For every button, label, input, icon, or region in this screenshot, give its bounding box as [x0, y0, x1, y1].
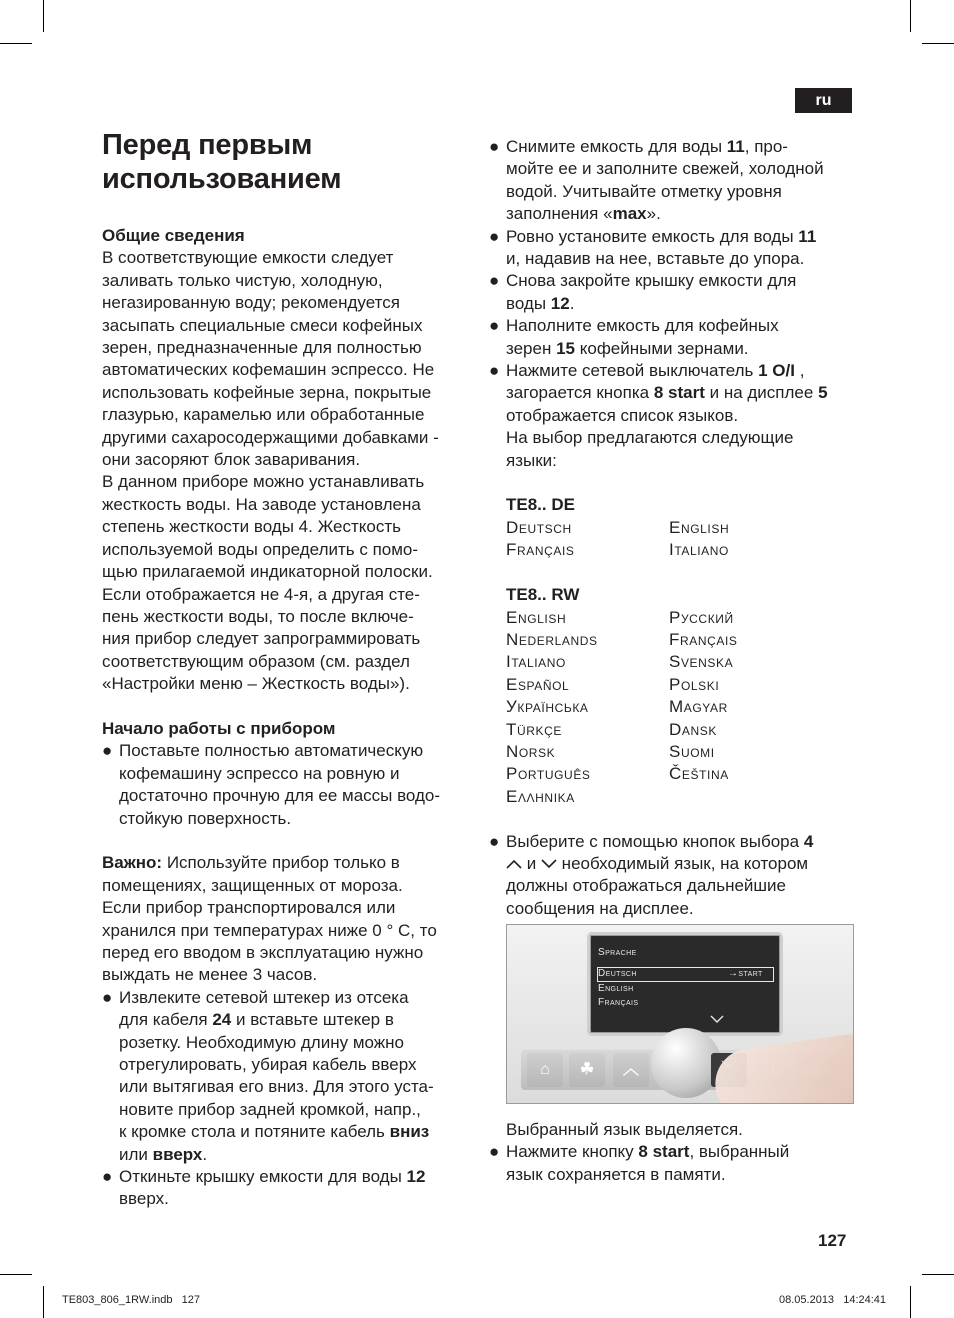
display-start-hint: →start [728, 968, 763, 979]
bullet-line: загорается кнопка 8 start и на дисплее 5 [506, 383, 828, 403]
bullet-line: Извлеките сетевой штекер из отсека [119, 987, 409, 1007]
crop-mark [910, 1286, 911, 1318]
language-item: Ελληνικα [506, 786, 575, 806]
general-line: «Настройки меню – Жесткость воды»). [102, 674, 410, 694]
bullet-line: достаточно прочную для ее массы водо- [119, 786, 441, 806]
general-line: используемой воды определить с помо- [102, 539, 419, 559]
bullet-line: новите прибор задней кромкой, напр., [119, 1099, 421, 1119]
language-item: Italiano [669, 540, 729, 560]
important-line: помещениях, защищенных от мороза. [102, 875, 403, 895]
general-line: негазированную воду; рекомендуется [102, 293, 400, 313]
home-icon[interactable]: ⌂ [527, 1053, 563, 1087]
general-line: засыпать специальные смеси кофейных [102, 315, 423, 335]
general-line: степень жесткости воды 4. Жесткость [102, 517, 402, 537]
language-item: Magyar [669, 697, 728, 717]
language-item: Français [506, 540, 575, 560]
language-list-rw [506, 607, 859, 809]
list-item [489, 315, 859, 360]
general-line: глазурью, карамелью или обработанные [102, 405, 425, 425]
list-item [102, 987, 472, 1166]
bullet-line: отрегулировать, убирая кабель вверх [119, 1055, 417, 1074]
important-text: Используйте прибор только в [162, 853, 400, 873]
bullet-line: отображается список языков. [506, 405, 739, 425]
general-line: они засоряют блок заваривания. [102, 450, 361, 470]
important-line: хранился при температурах ниже 0 ° С, то [102, 920, 437, 940]
bullet-icon: ● [102, 987, 113, 1007]
bullet-line: к кромке стола и потяните кабель вниз [119, 1122, 430, 1142]
bullet-line: Откиньте крышку емкости для воды 12 [119, 1167, 426, 1187]
bullet-icon: ● [489, 137, 500, 156]
language-item: Nederlands [506, 629, 598, 649]
general-heading: Общие сведения [102, 226, 245, 245]
aroma-icon[interactable]: ☘ [569, 1053, 605, 1087]
bullet-line: На выбор предлагаются следующие [506, 428, 794, 448]
bullet-icon: ● [489, 361, 500, 381]
list-item [489, 136, 859, 226]
bullet-line: зерен 15 кофейными зернами. [506, 338, 749, 358]
general-line: ния прибор следует запрограммировать [102, 629, 421, 649]
bullet-icon: ● [102, 741, 113, 761]
general-line: В данном приборе можно устанавливать [102, 472, 425, 492]
general-line: В соответствующие емкости следует [102, 248, 394, 268]
important-line: выждать не менее 3 часов. [102, 965, 318, 985]
bullet-line: заполнения «max». [506, 204, 661, 224]
general-line: использовать кофейные зерна, покрытые [102, 382, 432, 402]
bullet-line: и необходимый язык, на котором [506, 853, 859, 875]
language-item: Čeština [669, 764, 729, 784]
bullet-icon: ● [102, 1167, 113, 1187]
bullet-line: язык сохраняется в памяти. [506, 1164, 726, 1184]
language-item: English [506, 607, 567, 627]
general-line: автоматических кофемашин эспрессо. Не [102, 360, 435, 380]
bullet-line: кофемашину эспрессо на ровную и [119, 763, 400, 783]
bullet-line: вверх. [119, 1189, 169, 1209]
bullet-line: мойте ее и заполните свежей, холодной [506, 159, 824, 179]
language-item: Svenska [669, 652, 734, 672]
chevron-up-button[interactable]: ︿ [613, 1053, 649, 1087]
language-item: English [669, 517, 730, 537]
general-line: заливать только чистую, холодную, [102, 270, 383, 290]
language-item: Русский [669, 607, 734, 627]
general-line: Если отображается не 4-я, а другая сте- [102, 584, 420, 604]
language-item: Português [506, 764, 591, 784]
general-line: жесткость воды. На заводе установлена [102, 494, 421, 514]
bullet-line: сообщения на дисплее. [506, 898, 694, 918]
list-item [102, 1166, 472, 1211]
bullet-line: водой. Учитывайте отметку уровня [506, 181, 782, 201]
display-item: Français [598, 997, 639, 1008]
language-item: Français [669, 629, 738, 649]
rw-heading: TE8.. RW [506, 585, 580, 605]
list-item [489, 270, 859, 315]
de-heading: TE8.. DE [506, 495, 575, 515]
language-item: Suomi [669, 741, 715, 761]
language-list-de [506, 517, 859, 562]
important-label: Важно: [102, 853, 163, 873]
bullet-icon: ● [489, 316, 500, 336]
chevron-up-icon [506, 859, 522, 869]
crop-mark [43, 1286, 44, 1318]
bullet-icon: ● [489, 1142, 500, 1162]
bullet-line: Поставьте полностью автоматическую [119, 741, 424, 761]
after-image-text: Выбранный язык выделяется. [506, 1120, 743, 1139]
general-line: зерен, предназначенные для полностью [102, 338, 422, 358]
start-heading: Начало работы с прибором [102, 718, 336, 738]
language-item: Polski [669, 674, 720, 694]
language-item: Dansk [669, 719, 717, 739]
general-line: пень жесткости воды, то после включе- [102, 606, 414, 626]
crop-mark [922, 1274, 954, 1275]
bullet-line: Ровно установите емкость для воды 11 [506, 226, 817, 246]
bullet-line: Наполните емкость для кофейных [506, 316, 779, 336]
crop-mark [910, 0, 911, 32]
list-item [489, 1141, 859, 1186]
bullet-line: и, надавив на нее, вставьте до упора. [506, 249, 805, 269]
language-item [669, 786, 849, 808]
general-line: другими сахаросодержащими добавками - [102, 427, 439, 447]
general-line: щью прилагаемой индикаторной полоски. [102, 562, 433, 582]
display-item: English [598, 983, 634, 994]
page-title: Перед первым использованием [102, 129, 342, 195]
important-line: перед его вводом в эксплуатацию нужно [102, 942, 424, 962]
important-note [102, 852, 472, 874]
list-item [489, 831, 859, 921]
right-column [489, 136, 859, 920]
bullet-line: Нажмите сетевой выключатель 1 O/I , [506, 361, 805, 381]
bullet-icon: ● [489, 226, 500, 246]
crop-mark [43, 0, 44, 32]
list-item [102, 740, 472, 830]
bullet-icon: ● [489, 831, 500, 851]
footer-date: 08.05.2013 14:24:41 [779, 1294, 887, 1306]
left-column [102, 225, 472, 1211]
language-item: Español [506, 674, 570, 694]
crop-mark [0, 43, 32, 44]
bullet-line: воды 12. [506, 293, 575, 313]
page-number: 127 [818, 1231, 847, 1250]
footer-file: TE803_806_1RW.indb 127 [62, 1294, 201, 1306]
language-item: Українська [506, 697, 589, 717]
chevron-down-icon [541, 859, 557, 869]
finger-image [711, 1033, 854, 1104]
language-item: Italiano [506, 652, 566, 672]
bullet-icon: ● [489, 271, 500, 291]
bullet-line: должны отображаться дальнейшие [506, 876, 787, 896]
display-screen [587, 932, 783, 1036]
language-item: Türkçe [506, 719, 562, 739]
bullet-line: розетку. Необходимую длину можно [119, 1032, 404, 1052]
crop-mark [922, 43, 954, 44]
list-item [489, 360, 859, 830]
bullet-line: языки: [506, 450, 557, 470]
bullet-line: Выберите с помощью кнопок выбора 4 [506, 831, 814, 851]
chevron-down-icon [710, 1015, 724, 1024]
bullet-line: или вытягивая его вниз. Для этого уста- [119, 1077, 434, 1097]
list-item [489, 226, 859, 271]
bullet-line: Нажмите кнопку 8 start, выбранный [506, 1142, 790, 1162]
crop-mark [0, 1274, 32, 1275]
language-item: Norsk [506, 741, 556, 761]
language-tab: ru [795, 88, 852, 113]
language-item: Deutsch [506, 517, 572, 537]
bullet-line: Снимите емкость для воды 11, про- [506, 137, 788, 156]
bullet-line: или вверх. [119, 1144, 208, 1164]
display-item: Deutsch [598, 968, 637, 979]
general-line: соответствующим образом (см. раздел [102, 651, 410, 671]
machine-display-illustration [506, 924, 854, 1104]
right-column-bottom [489, 1119, 859, 1186]
bullet-line: Снова закройте крышку емкости для [506, 271, 797, 291]
bullet-line: стойкую поверхность. [119, 808, 292, 828]
important-line: Если прибор транспортировался или [102, 898, 396, 918]
bullet-line: для кабеля 24 и вставьте штекер в [119, 1010, 394, 1030]
display-title: Sprache [598, 947, 637, 958]
